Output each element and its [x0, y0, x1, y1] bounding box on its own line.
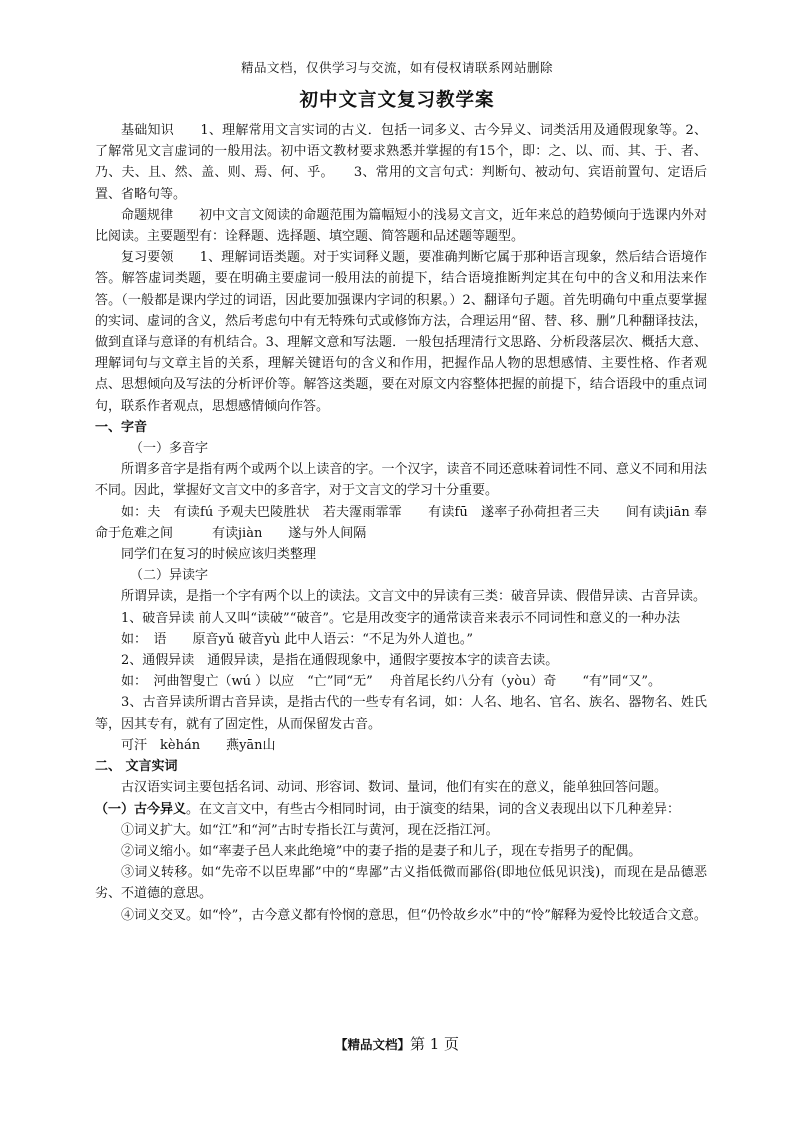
document-title: 初中文言文复习教学案	[299, 90, 495, 111]
page-number: 第 1 页	[409, 1035, 460, 1053]
list-item: ③词义转移。如“先帝不以臣卑鄙”中的“卑鄙”古义指低微而鄙俗(即地位低见识浅)，而现在是品德恶劣、不道德的意思。	[95, 865, 707, 902]
footer-tag: 【精品文档】	[334, 1037, 410, 1052]
intro-exam-pattern: 命题规律 初中文言文阅读的命题范围为篇幅短小的浅易文言文，近年来总的趋势倾向于选课内外对比阅读。主要题型有：诠释题、选择题、填空题、简答题和品述题等题型。	[95, 207, 707, 245]
list-item: ④词义交叉。如“怜”，古今意义都有怜悯的意思，但“仍怜故乡水”中的“怜”解释为爱怜比较适合文意。	[121, 907, 707, 923]
list-item: ②词义缩小。如“率妻子邑人来此绝境”中的妻子指的是妻子和儿子，现在专指男子的配偶。	[121, 843, 642, 859]
list-item: ①词义扩大。如“江”和“河”古时专指长江与黄河，现在泛指江河。	[121, 822, 499, 838]
page-footer	[0, 1034, 794, 1055]
paragraph-variant-reading: 所谓异读，是指一个字有两个以上的读法。文言文中的异读有三类：破音异读、假借异读、古音异读。	[121, 589, 707, 605]
intro-review-tips: 复习要领 1、理解词语类题。对于实词释义题，要准确判断它属于那种语言现象，然后结合语境作答。解答虚词类题，要在明确主要虚词一般用法的前提下，结合语境推断判定其在句中的含义和用法来作答。（一般都是课内学过的词语，因此要加强课内字词的积累。）2、翻译句子题。首先明确句中重点要掌握的实词、虚词的含义，然后考虑句中有无特殊句式或修饰方法，合理运用“留、替、移、删”几种翻译技法，做到直译与意译的有机结合。3、理解文意和写法题．一般包括理清行文思路、分析段落层次、概括大意、理解词句与文章主旨的关系，理解关键语句的含义和作用，把握作品人物的思想感情、主要性格、作者观点、思想倾向及写法的分析评价等。解答这类题，要在对原文内容整体把握的前提下，结合语段中的重点词句，联系作者观点，思想感情倾向作答。	[95, 250, 707, 414]
section-heading-pronunciation: 一、字音	[95, 419, 148, 435]
paragraph-content-words: 古汉语实词主要包括名词、动词、形容词、数词、量词，他们有实在的意义，能单独回答问题。	[121, 780, 668, 796]
note-classify: 同学们在复习的时候应该归类整理	[121, 547, 317, 563]
header-watermark: 精品文档，仅供学习与交流，如有侵权请联系网站删除	[240, 60, 553, 75]
subheading-variant-reading: （二）异读字	[130, 568, 209, 584]
document-body	[95, 120, 707, 926]
intro-basic-knowledge: 基础知识 1、理解常用文言实词的古义．包括一词多义、古今异义、词类活用及通假现象等。2、了解常见文言虚词的一般用法。初中语文教材要求熟悉并掌握的有15个，即：之、以、而、其、于、者、乃、夫、且、然、盖、则、焉、何、乎。 3、常用的文言句式：判断句、被动句、宾语前置句、定语后置、省略句等。	[95, 123, 707, 202]
example-poyin: 如： 语 原音yǔ 破音yù 此中人语云：“不足为外人道也。”	[121, 631, 473, 647]
example-tongjia: 如： 河曲智叟亡（wú ）以应 “亡”同“无” 舟首尾长约八分有（yòu）奇 “有”同“又”。	[121, 674, 661, 690]
paragraph-ancient-modern	[95, 799, 707, 820]
paragraph-guyin: 3、古音异读所谓古音异读，是指古代的一些专有名词，如：人名、地名、官名、族名、器物名、姓氏等，因其专有，就有了固定性，从而保留发古音。	[95, 695, 707, 732]
example-guyin: 可汗 kèhán 燕yān山	[121, 737, 276, 753]
subheading-polyphonic: （一）多音字	[130, 441, 209, 457]
paragraph-polyphonic: 所谓多音字是指有两个或两个以上读音的字。一个汉字，读音不同还意味着词性不同、意义不同和用法不同。因此，掌握好文言文中的多音字，对于文言文的学习十分重要。	[95, 462, 707, 499]
ancient-modern-text: 。在文言文中，有些古今相同时词，由于演变的结果，词的含义表现出以下几种差异：	[186, 801, 681, 817]
example-polyphonic: 如：夫 有读fú 予观夫巴陵胜状 若夫霪雨霏霏 有读fū 遂率子孙荷担者三夫 间有读jiān 奉命于危难之间 有读jiàn 遂与外人间隔	[95, 504, 707, 541]
paragraph-poyin: 1、破音异读 前人又叫“读破”“破音”。它是用改变字的通常读音来表示不同词性和意义的一种办法	[121, 610, 680, 626]
subheading-ancient-modern: （一）古今异义	[95, 801, 187, 817]
paragraph-tongjia: 2、通假异读 通假异读，是指在通假现象中，通假字要按本字的读音去读。	[121, 653, 559, 669]
section-heading-content-words: 二、 文言实词	[95, 759, 178, 775]
